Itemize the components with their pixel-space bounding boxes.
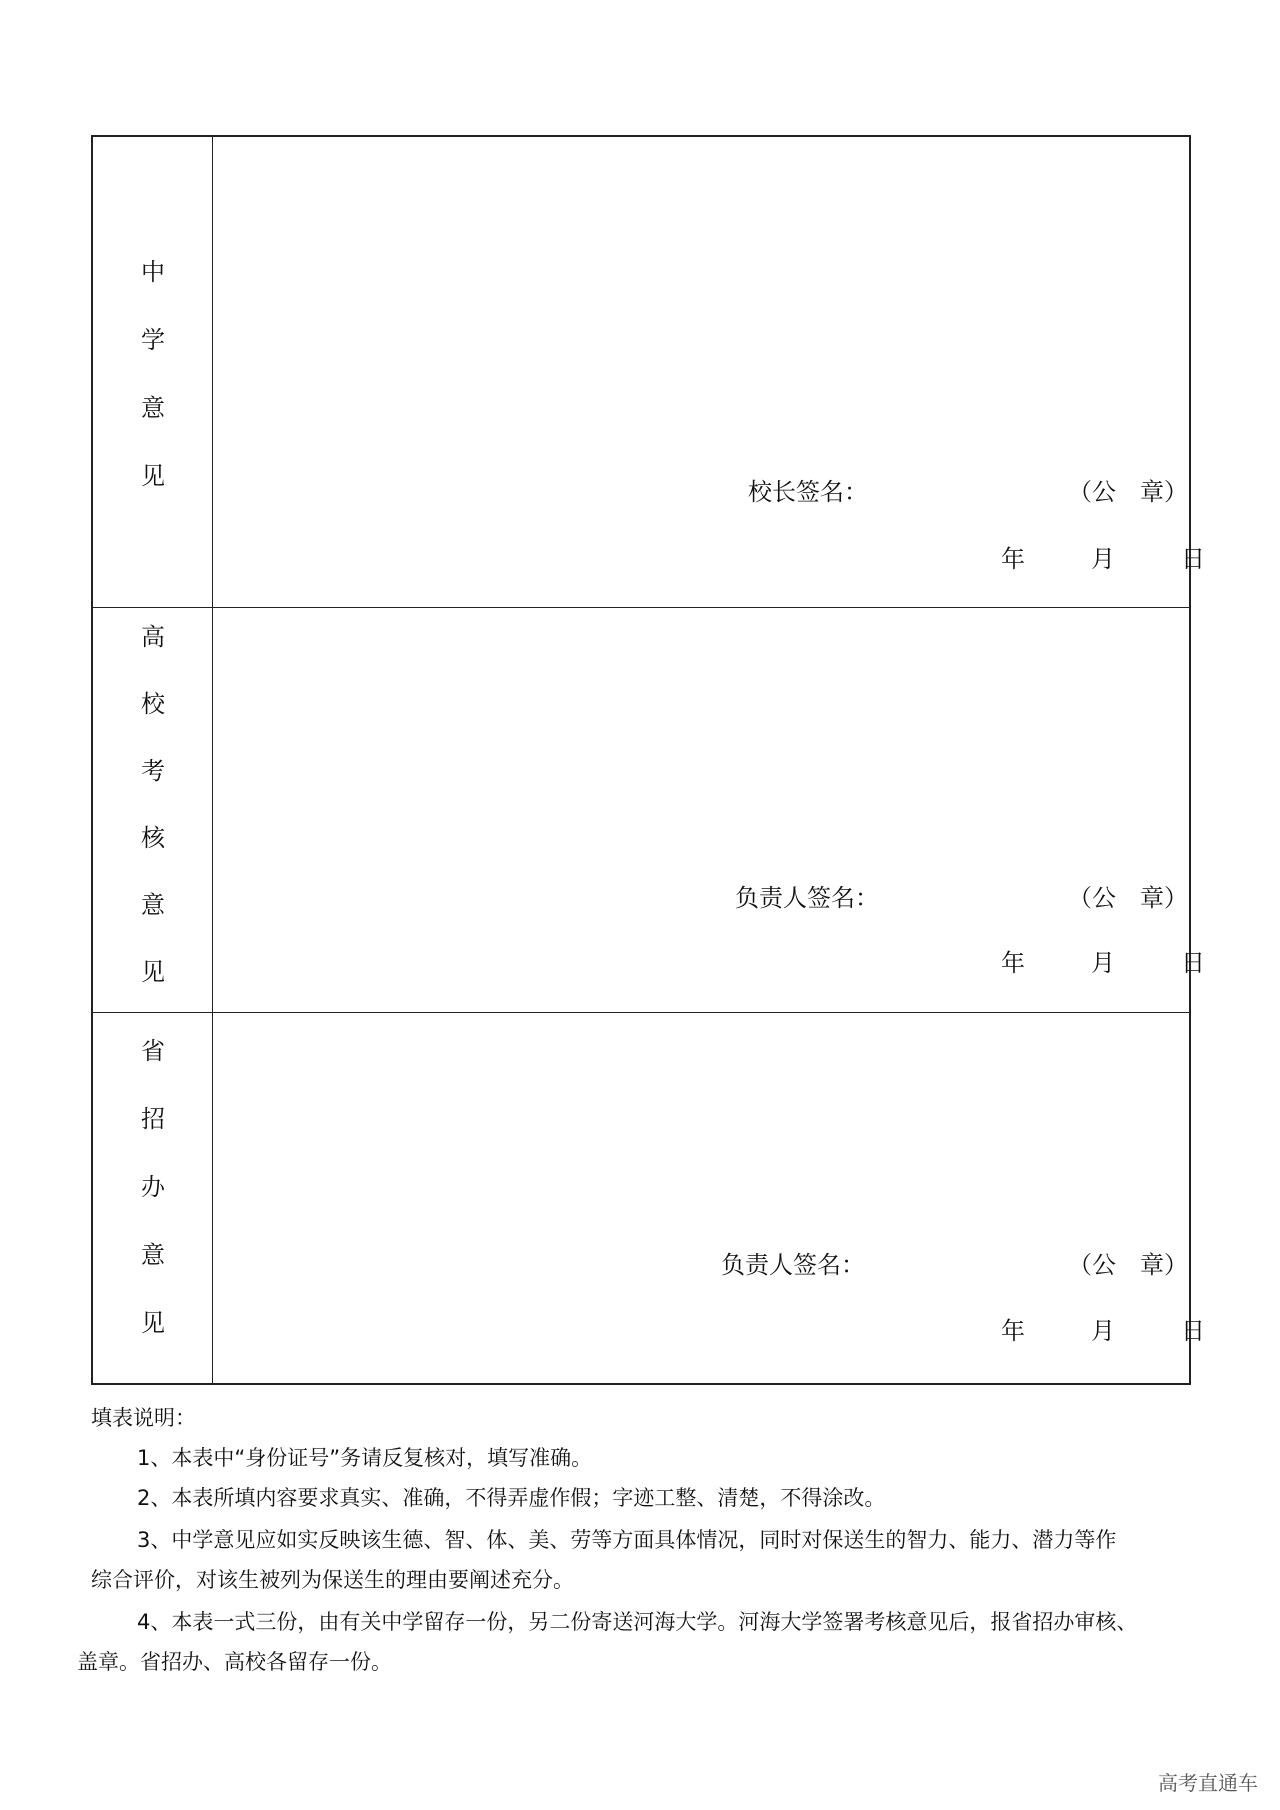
section-label-char: 意 [141,394,165,422]
section-label-char: 高 [141,623,165,651]
watermark: 高考直通车 [1158,1771,1258,1795]
section-label-char: 中 [141,258,165,286]
section-label-char: 招 [141,1105,165,1133]
date-day: 日 [1181,545,1205,573]
section-label-char: 见 [141,462,165,490]
section-label-char: 省 [141,1037,165,1065]
section-label-char: 意 [141,1241,165,1269]
date-day: 日 [1181,1317,1205,1345]
section-label-char: 意 [141,891,165,919]
section-provincial-office-opinion [93,1012,1205,1383]
signature-label: 负责人签名： [735,884,879,912]
seal-label: （公 章） [1068,478,1188,506]
instruction-line: 盖章。省招办、高校各留存一份。 [77,1650,392,1674]
seal-label: （公 章） [1068,884,1188,912]
section-label-char: 办 [141,1173,165,1201]
section-label-char: 见 [141,1309,165,1337]
section-label-char: 核 [141,824,165,852]
seal-label: （公 章） [1068,1251,1188,1279]
opinion-writing-area[interactable] [213,1013,1205,1383]
section-school-opinion [93,137,1205,607]
signature-label: 校长签名： [748,478,868,506]
date-year: 年 [1001,545,1025,573]
date-year: 年 [1001,1317,1025,1345]
opinion-writing-area[interactable] [213,608,1205,1012]
instruction-line: 3、中学意见应如实反映该生德、智、体、美、劳等方面具体情况，同时对保送生的智力、能力、潜力等作 [137,1528,1117,1552]
section-label-column [93,137,213,607]
signature-label: 负责人签名： [721,1251,865,1279]
opinion-form-table [91,135,1205,1385]
date-month: 月 [1091,949,1115,977]
instructions-title: 填表说明： [91,1406,196,1430]
date-day: 日 [1181,949,1205,977]
instruction-line: 综合评价，对该生被列为保送生的理由要阐述充分。 [91,1568,574,1592]
section-label-char: 见 [141,958,165,986]
opinion-writing-area[interactable] [213,137,1205,607]
instruction-line: 1、本表中“身份证号”务请反复核对，填写准确。 [137,1446,593,1470]
date-month: 月 [1091,1317,1115,1345]
instruction-line: 4、本表一式三份，由有关中学留存一份，另二份寄送河海大学。河海大学签署考核意见后，报省招办审核、 [137,1610,1138,1634]
section-label-char: 考 [141,757,165,785]
section-label-column [93,608,213,1012]
section-label-column [93,1013,213,1383]
section-label-char: 校 [141,690,165,718]
section-label-char: 学 [141,326,165,354]
instruction-line: 2、本表所填内容要求真实、准确，不得弄虚作假；字迹工整、清楚，不得涂改。 [137,1486,886,1510]
section-university-opinion [93,607,1205,1012]
date-year: 年 [1001,949,1025,977]
date-month: 月 [1091,545,1115,573]
